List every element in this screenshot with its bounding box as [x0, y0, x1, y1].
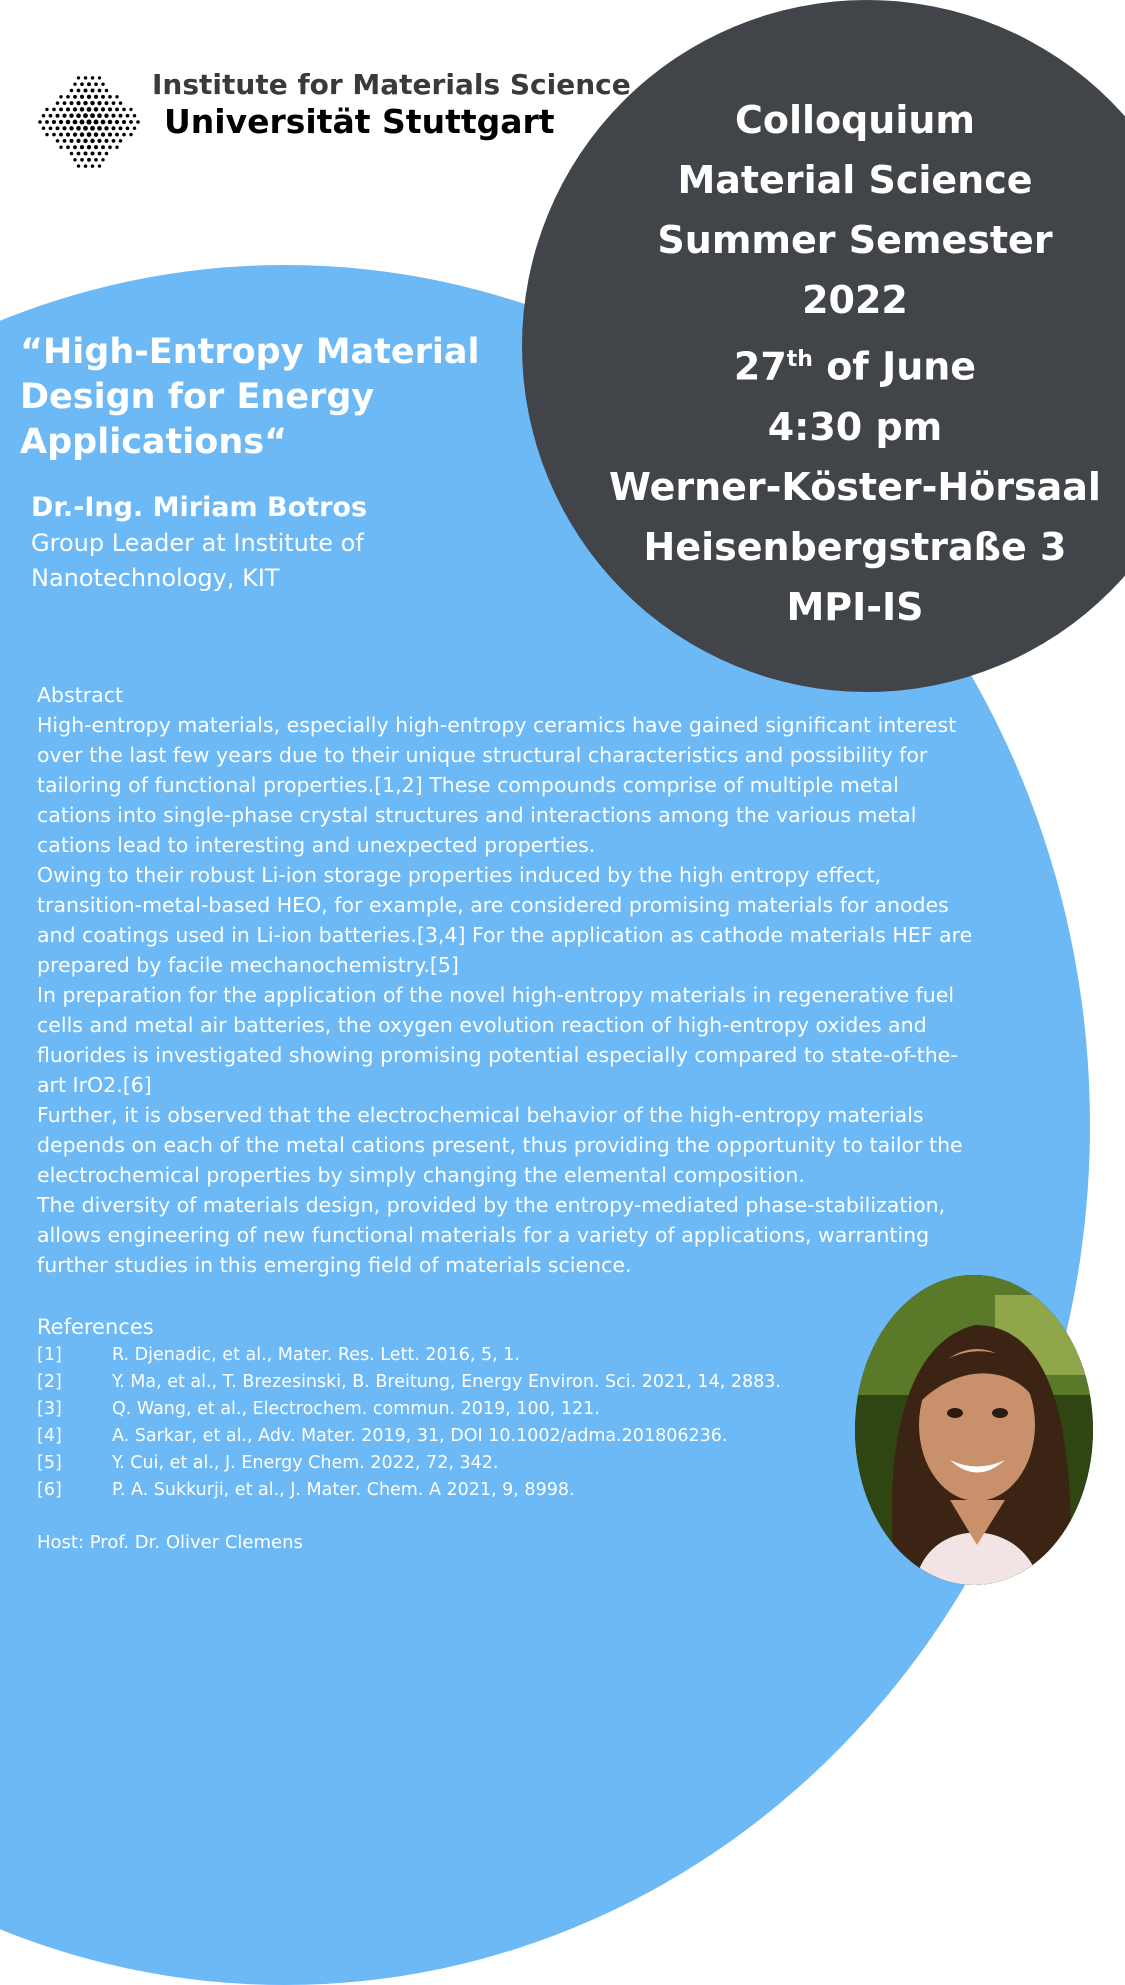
abstract-section [37, 680, 977, 1280]
reference-item [37, 1342, 817, 1369]
event-day: 27 [733, 344, 787, 389]
institute-header [152, 68, 631, 142]
abstract-paragraph: Owing to their robust Li-ion storage properties induced by the high entropy effect, transition-metal-based HEO, for example, are considered promising materials for anodes and coatings used in Li-ion batteries.[3,4] For the application as cathode materials HEF are prepared by facile mechanochemistry.[5] [37, 863, 973, 977]
event-date [734, 330, 976, 397]
host-line: Host: Prof. Dr. Oliver Clemens [37, 1532, 303, 1553]
event-semester: Summer Semester [657, 218, 1053, 262]
event-day-suffix: th [786, 347, 813, 372]
reference-item [37, 1477, 817, 1504]
reference-text: Y. Cui, et al., J. Energy Chem. 2022, 72, 342. [112, 1453, 499, 1473]
event-series: Colloquium [734, 98, 976, 142]
abstract-paragraph: Further, it is observed that the electrochemical behavior of the high-entropy materials depends on each of the metal cations present, thus providing the opportunity to tailor the electrochemical properties by simply changing the elemental composition. [37, 1103, 963, 1187]
reference-text: Q. Wang, et al., Electrochem. commun. 2019, 100, 121. [112, 1399, 600, 1419]
reference-item [37, 1396, 817, 1423]
event-subject: Material Science [677, 158, 1033, 202]
reference-item [37, 1450, 817, 1477]
speaker-portrait [855, 1275, 1093, 1585]
abstract-paragraph: High-entropy materials, especially high-entropy ceramics have gained significant interest over the last few years due to their unique structural characteristics and possibility for tailoring of functional properties.[1,2] These compounds comprise of multiple metal cations into single-phase crystal structures and interactions among the various metal cations lead to interesting and unexpected properties. [37, 713, 957, 857]
event-time: 4:30 pm [767, 404, 943, 449]
university-name: Universität Stuttgart [164, 102, 555, 141]
reference-number: [2] [37, 1372, 62, 1392]
reference-text: Y. Ma, et al., T. Brezesinski, B. Breitung, Energy Environ. Sci. 2021, 14, 2883. [112, 1372, 781, 1392]
portrait-illustration [855, 1275, 1093, 1585]
event-month: of June [812, 344, 977, 389]
reference-number: [6] [37, 1480, 62, 1500]
abstract-heading: Abstract [37, 683, 124, 707]
reference-number: [4] [37, 1426, 62, 1446]
reference-number: [1] [37, 1345, 62, 1365]
reference-item [37, 1369, 817, 1396]
reference-number: [5] [37, 1453, 62, 1473]
speaker-affiliation: Group Leader at Institute of Nanotechnology, KIT [31, 529, 364, 592]
event-building: MPI-IS [786, 584, 924, 629]
speaker-block [31, 490, 411, 596]
talk-title: “High-Entropy Material Design for Energy Applications“ [20, 332, 480, 462]
abstract-paragraph: The diversity of materials design, provided by the entropy-mediated phase-stabilization, allows engineering of new functional materials for a variety of applications, warranting further studies in this emerging field of materials science. [37, 1193, 946, 1277]
university-logo-icon [34, 70, 144, 174]
references-section [37, 1312, 817, 1504]
reference-item [37, 1423, 817, 1450]
event-room: Werner-Köster-Hörsaal [609, 464, 1101, 509]
abstract-paragraph: In preparation for the application of the novel high-entropy materials in regenerative fuel cells and metal air batteries, the oxygen evolution reaction of high-entropy oxides and fluorides is investigated showing promising potential especially compared to state-of-the-art IrO2.[6] [37, 983, 958, 1097]
reference-text: A. Sarkar, et al., Adv. Mater. 2019, 31, DOI 10.1002/adma.201806236. [112, 1426, 728, 1446]
institute-name: Institute for Materials Science [152, 68, 631, 101]
speaker-name: Dr.-Ing. Miriam Botros [31, 492, 368, 523]
event-year: 2022 [802, 278, 908, 322]
reference-text: P. A. Sukkurji, et al., J. Mater. Chem. A 2021, 9, 8998. [112, 1480, 575, 1500]
references-heading: References [37, 1315, 154, 1339]
event-street: Heisenbergstraße 3 [643, 524, 1067, 569]
event-info [560, 90, 1125, 637]
reference-number: [3] [37, 1399, 62, 1419]
reference-text: R. Djenadic, et al., Mater. Res. Lett. 2016, 5, 1. [112, 1345, 520, 1365]
